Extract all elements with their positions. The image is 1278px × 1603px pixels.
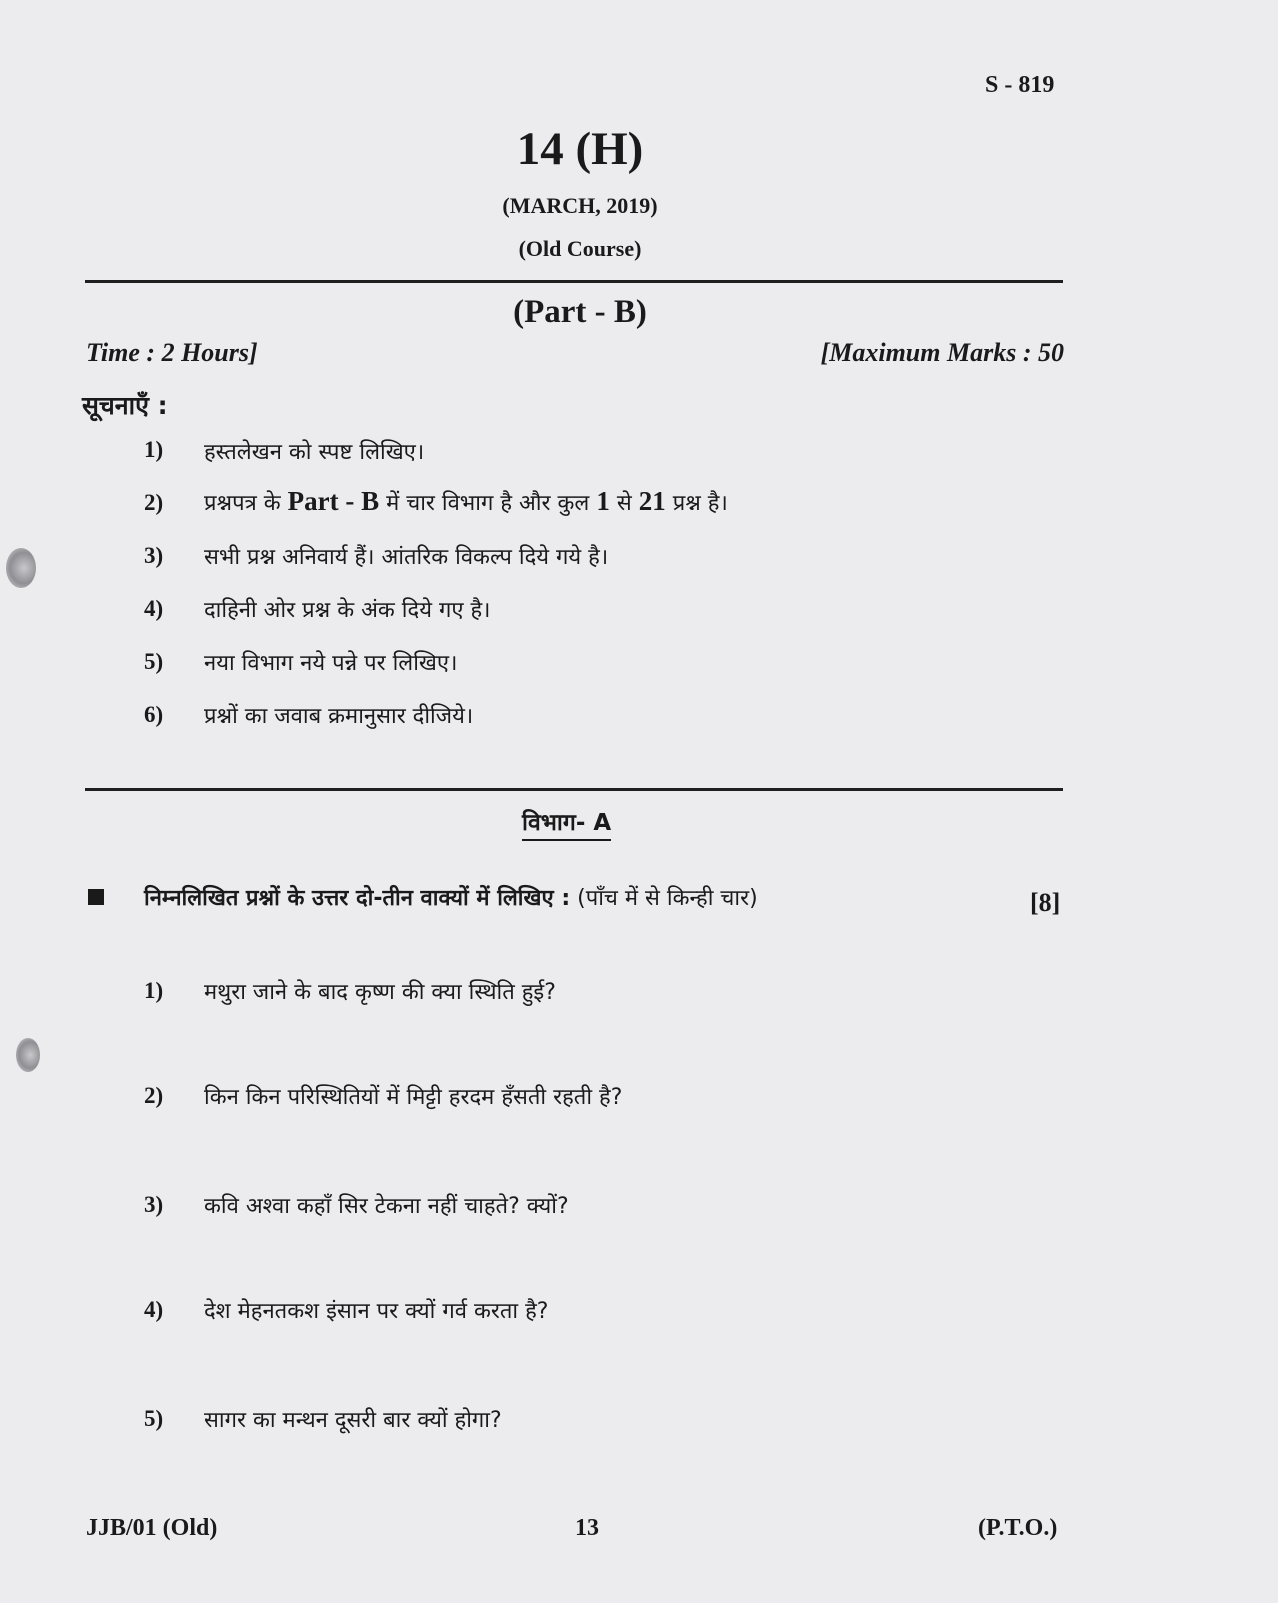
instruction-number: 1) (144, 437, 164, 462)
please-turn-over: (P.T.O.) (978, 1515, 1058, 1541)
header-rule (85, 280, 1063, 283)
instruction-number: 2) (144, 490, 164, 515)
instruction-number: 3) (144, 543, 164, 568)
punch-hole-top (6, 548, 36, 588)
question-text: देश मेहनतकश इंसान पर क्यों गर्व करता है? (204, 1299, 549, 1324)
question-number: 2) (144, 1083, 164, 1108)
question-text: सागर का मन्थन दूसरी बार क्यों होगा? (204, 1408, 502, 1433)
instruction-number: 4) (144, 596, 164, 621)
section-a-heading: विभाग- A (522, 805, 611, 841)
instruction-text: प्रश्नपत्र के Part - B में चार विभाग है और कुल 1 से 21 प्रश्न है। (204, 486, 728, 516)
question-text: मथुरा जाने के बाद कृष्ण की क्या स्थिति हुई? (204, 980, 556, 1005)
question-text: कवि अश्वा कहाँ सिर टेकना नहीं चाहते? क्यों? (204, 1194, 569, 1219)
footer-code: JJB/01 (Old) (86, 1515, 218, 1541)
paper-code: S - 819 (985, 72, 1055, 98)
instruction-number: 6) (144, 702, 164, 727)
section-rule (85, 788, 1063, 791)
exam-session: (MARCH, 2019) (502, 193, 658, 218)
section-a-marks: [8] (1030, 888, 1061, 917)
question-number: 4) (144, 1297, 164, 1322)
page-number: 13 (575, 1515, 599, 1541)
question-number: 5) (144, 1406, 164, 1431)
section-a-instruction: निम्नलिखित प्रश्नों के उत्तर दो-तीन वाक्यों में लिखिए : (पाँच में से किन्ही चार) (144, 886, 758, 911)
instructions-heading: सूचनाएँ : (82, 391, 168, 420)
paper-title: 14 (H) (516, 123, 644, 175)
part-label: (Part - B) (513, 294, 647, 330)
instruction-text: प्रश्नों का जवाब क्रमानुसार दीजिये। (204, 704, 474, 729)
punch-hole-bottom (16, 1038, 40, 1072)
instruction-text: दाहिनी ओर प्रश्न के अंक दिये गए है। (204, 598, 491, 623)
course-type: (Old Course) (518, 236, 642, 261)
maximum-marks: [Maximum Marks : 50 (820, 338, 1064, 367)
question-number: 1) (144, 978, 164, 1003)
time-limit: Time : 2 Hours] (86, 338, 258, 367)
square-bullet-icon (88, 889, 104, 905)
instruction-number: 5) (144, 649, 164, 674)
instruction-text: नया विभाग नये पन्ने पर लिखिए। (204, 651, 458, 676)
instruction-text: हस्तलेखन को स्पष्ट लिखिए। (204, 440, 425, 465)
question-number: 3) (144, 1192, 164, 1217)
question-text: किन किन परिस्थितियों में मिट्टी हरदम हँसती रहती है? (204, 1085, 623, 1110)
instruction-text: सभी प्रश्न अनिवार्य हैं। आंतरिक विकल्प दिये गये है। (204, 545, 609, 570)
